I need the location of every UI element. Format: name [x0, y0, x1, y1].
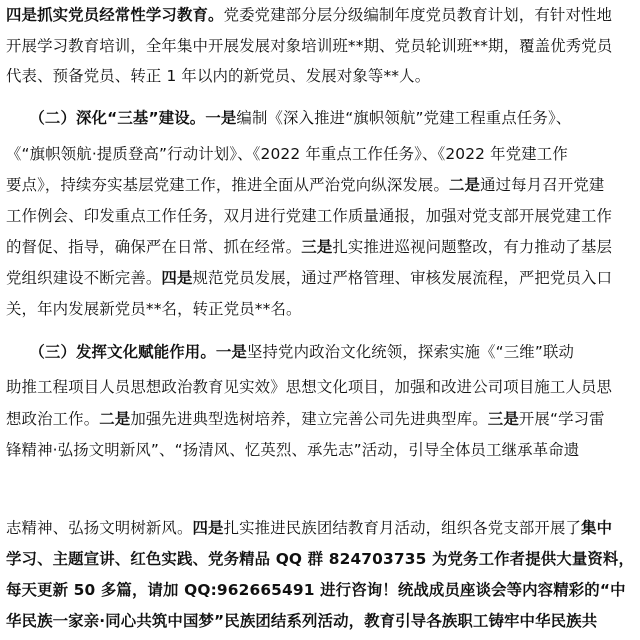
text-line: [6, 0, 612, 30]
text-run: 的督促、指导，确保严在日常、抓在经常。: [6, 238, 302, 256]
text-run: 编制《深入推进“旗帜领航”党建工程重点任务》、: [236, 109, 572, 127]
text-run: 党组织建设不断完善。: [6, 269, 162, 287]
text-line: [6, 404, 605, 434]
text-line: [6, 139, 568, 169]
text-run: 关，年内发展新党员**名，转正党员**名。: [6, 300, 302, 318]
text-run: 通过每月召开党建: [480, 176, 605, 194]
text-run-bold: 三是: [301, 238, 333, 256]
text-run-bold: 四是: [192, 519, 224, 537]
text-line: [6, 337, 574, 367]
text-line: [6, 31, 612, 61]
text-line: [6, 170, 604, 200]
text-run: 党委党建部分层分级编制年度党员教育计划，有针对性地: [223, 6, 613, 24]
text-line: [6, 575, 626, 605]
text-run: 工作例会、印发重点工作任务，双月进行党建工作质量通报，加强对党支部开展党建工作: [6, 207, 613, 225]
text-run: 扎实推进巡视问题整改，有力推动了基层: [332, 238, 613, 256]
text-run-bold: 四是: [161, 269, 193, 287]
text-line: [6, 61, 430, 91]
text-run-bold: 每天更新 50 多篇，请加 QQ:962665491 进行咨询！统战成员座谈会等内容精彩的“中: [6, 581, 626, 599]
text-run: 开展学习教育培训，全年集中开展发展对象培训班**期、党员轮训班**期，覆盖优秀党员: [6, 37, 613, 55]
text-run: 加强先进典型选树培养，建立完善公司先进典型库。: [130, 410, 488, 428]
text-line: [6, 544, 634, 574]
text-line: [6, 294, 302, 324]
text-run: 志精神、弘扬文明树新风。: [6, 519, 193, 537]
text-run: 扎实推进民族团结教育月活动，组织各党支部开展了: [223, 519, 582, 537]
text-run: 锋精神·弘扬文明新风”、“扬清风、忆英烈、承先志”活动，引导全体员工继承革命遗: [6, 441, 580, 459]
text-line: [6, 232, 612, 262]
text-run-bold: 学习、主题宣讲、红色实践、党务精品 QQ 群 824703735 为党务工作者提供大量资料，: [6, 550, 634, 568]
indent: [6, 343, 37, 361]
text-line: [6, 201, 612, 231]
text-run: 想政治工作。: [6, 410, 100, 428]
text-run: 助推工程项目人员思想政治教育见实效》思想文化项目，加强和改进公司项目施工人员思: [6, 378, 613, 396]
text-run-bold: 四是抓实党员经常性学习教育。: [6, 6, 224, 24]
indent: [6, 109, 37, 127]
text-run: 开展“学习雷: [518, 410, 605, 428]
text-run-bold: （三）发挥文化赋能作用。一是: [37, 343, 247, 361]
text-line: [6, 103, 571, 133]
text-run-bold: 二是: [448, 176, 481, 194]
text-run: 规范党员发展，通过严格管理、审核发展流程，严把党员入口: [192, 269, 613, 287]
text-line: [6, 263, 612, 293]
text-run: 代表、预备党员、转正 1 年以内的新党员、发展对象等**人。: [6, 67, 431, 85]
text-run: 《“旗帜领航·提质登高”行动计划》、《2022 年重点工作任务》、《2022 年党建工作: [6, 145, 568, 163]
text-line: [6, 606, 597, 636]
text-line: [6, 435, 579, 465]
text-run: 坚持党内政治文化统领，探索实施《“三维”联动: [246, 343, 575, 361]
text-run-bold: 三是: [487, 410, 519, 428]
text-run-bold: 二是: [99, 410, 131, 428]
text-run-bold: （二）深化“三基”建设。一是: [37, 109, 237, 127]
text-line: [6, 372, 612, 402]
text-run-bold: 华民族一家亲·同心共筑中国梦”民族团结系列活动，教育引导各族职工铸牢中华民族共: [6, 612, 598, 630]
text-run-bold: 集中: [581, 519, 613, 537]
text-line: [6, 513, 612, 543]
text-run: 要点》，持续夯实基层党建工作，推进全面从严治党向纵深发展。: [6, 176, 449, 194]
